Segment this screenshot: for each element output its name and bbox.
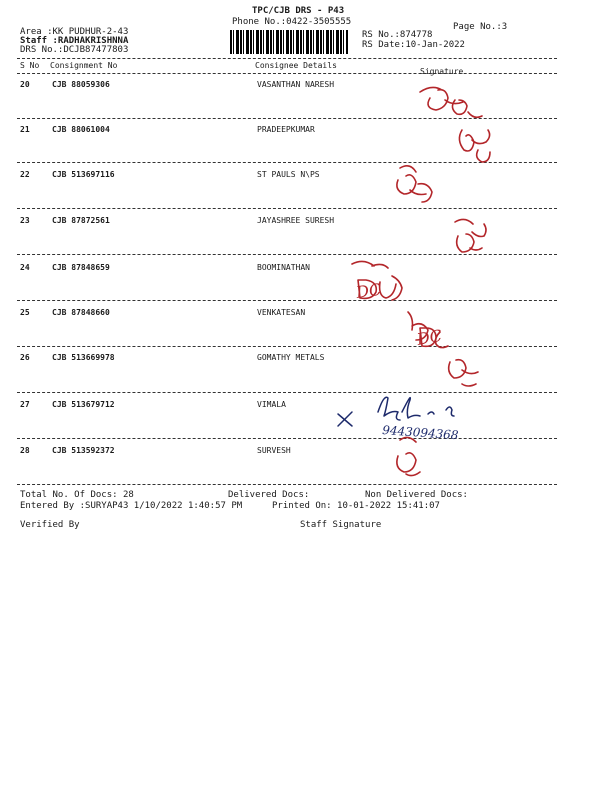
staff-signature: Staff Signature <box>300 520 382 530</box>
row-consignee: PRADEEPKUMAR <box>257 125 315 134</box>
signature-scribble <box>459 130 489 151</box>
delivered-docs: Delivered Docs: <box>228 490 310 500</box>
handwritten-mark: DC <box>415 325 444 349</box>
row-consignment: CJB 513669978 <box>52 353 115 362</box>
document-title: TPC/CJB DRS - P43 <box>252 6 345 16</box>
handwritten-mark: DC <box>354 279 383 302</box>
verified-by: Verified By <box>20 520 80 530</box>
col-consignment: Consignment No <box>50 61 118 70</box>
row-sno: 26 <box>20 353 30 362</box>
handwritten-phone: 9443094368 <box>381 423 459 443</box>
row-consignee: GOMATHY METALS <box>257 353 325 362</box>
signature-scribble <box>406 472 420 476</box>
col-sno: S No <box>20 61 40 70</box>
row-consignment: CJB 513679712 <box>52 400 115 409</box>
row-consignee: ST PAULS N\PS <box>257 170 320 179</box>
signature-scribble <box>428 407 454 416</box>
signature-scribble <box>472 224 486 237</box>
row-consignment: CJB 87848659 <box>52 263 110 272</box>
row-sno: 20 <box>20 80 30 89</box>
signature-scribble <box>378 397 420 420</box>
signature-scribble <box>452 100 482 117</box>
phone-number: Phone No.:0422-3505555 <box>232 17 352 27</box>
row-consignee: VENKATESAN <box>257 308 306 317</box>
drs-number: DRS No.:DCJB87477803 <box>20 45 129 55</box>
row-sno: 25 <box>20 308 30 317</box>
signature-scribble <box>397 166 416 194</box>
page-number: Page No.:3 <box>453 22 508 32</box>
entered-by: Entered By :SURYAP43 1/10/2022 1:40:57 PM <box>20 501 243 511</box>
signature-scribble <box>352 261 388 268</box>
col-consignee: Consignee Details <box>255 61 337 70</box>
row-sno: 23 <box>20 216 30 225</box>
printed-on: Printed On: 10-01-2022 15:41:07 <box>272 501 440 511</box>
col-signature: Signature <box>420 67 464 76</box>
row-sno: 21 <box>20 125 30 134</box>
signature-scribble <box>392 276 402 300</box>
signature-scribble <box>462 384 476 386</box>
row-consignee: VIMALA <box>257 400 286 409</box>
row-consignee: JAYASHREE SURESH <box>257 216 335 225</box>
rs-number: RS No.:874778 <box>362 30 433 40</box>
area-label: Area :KK PUDHUR-2-43 <box>20 27 129 37</box>
row-sno: 27 <box>20 400 30 409</box>
signature-scribble <box>477 150 490 162</box>
rs-date: RS Date:10-Jan-2022 <box>362 40 465 50</box>
signature-scribble <box>449 360 478 378</box>
row-consignment: CJB 87872561 <box>52 216 110 225</box>
row-consignee: SURVESH <box>257 446 291 455</box>
non-delivered-docs: Non Delivered Docs: <box>365 490 468 500</box>
row-consignee: VASANTHAN NARESH <box>257 80 335 89</box>
signature-scribble <box>397 437 416 472</box>
row-sno: 28 <box>20 446 30 455</box>
staff-label: Staff :RADHAKRISHNNA <box>20 36 129 46</box>
row-consignment: CJB 88061004 <box>52 125 110 134</box>
row-sno: 22 <box>20 170 30 179</box>
signature-scribble <box>410 184 432 202</box>
cross-mark <box>338 412 352 426</box>
row-consignment: CJB 513697116 <box>52 170 115 179</box>
row-consignment: CJB 88059306 <box>52 80 110 89</box>
total-docs: Total No. Of Docs: 28 <box>20 490 134 500</box>
row-consignee: BOOMINATHAN <box>257 263 310 272</box>
row-consignment: CJB 87848660 <box>52 308 110 317</box>
row-consignment: CJB 513592372 <box>52 446 115 455</box>
signature-scribble <box>420 87 463 110</box>
row-sno: 24 <box>20 263 30 272</box>
